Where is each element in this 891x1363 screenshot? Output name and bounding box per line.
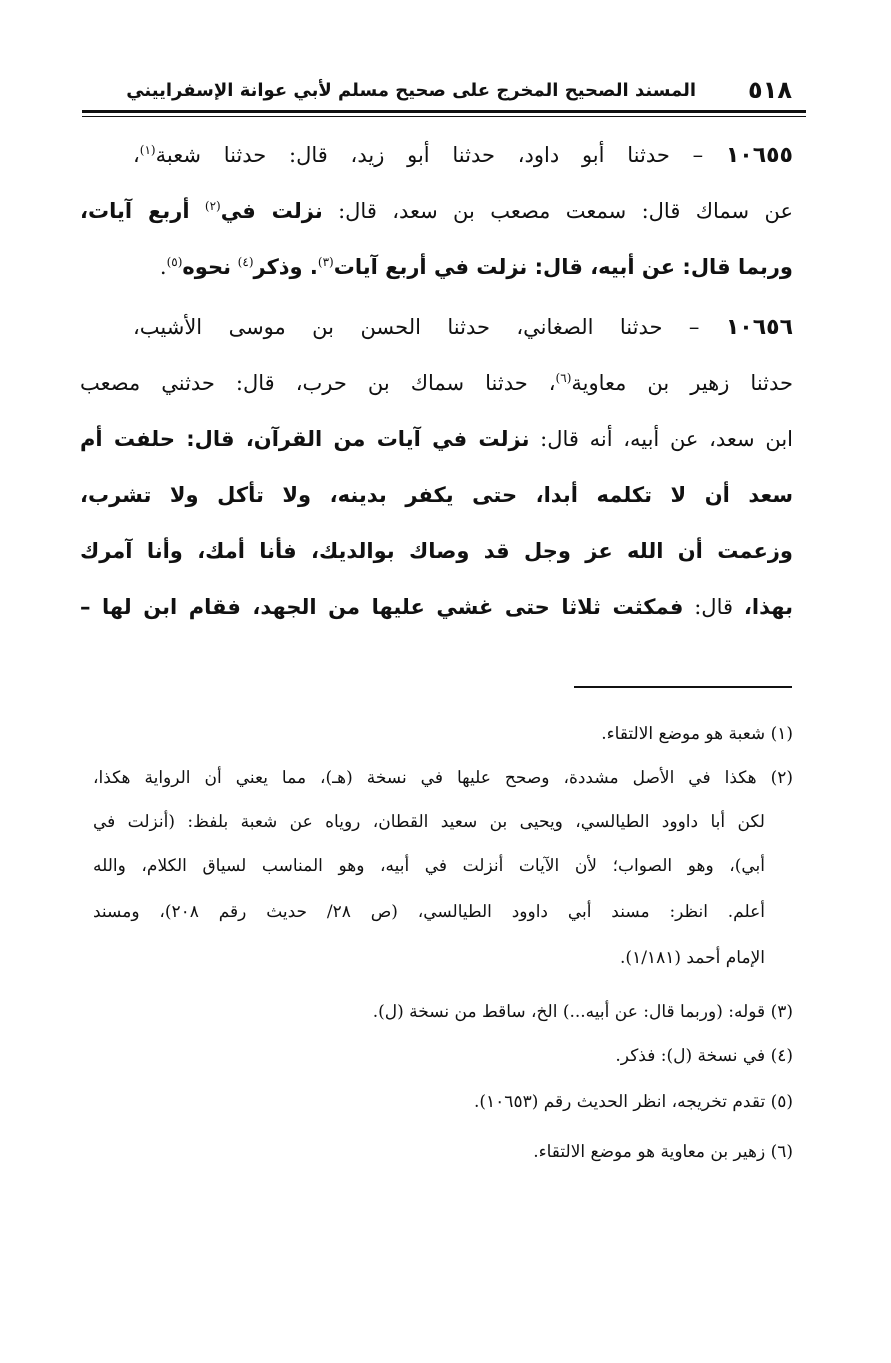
- text-segment: حدثنا زهير بن معاوية: [571, 371, 793, 395]
- matn-text: بهذا،: [743, 595, 793, 619]
- footnote-2-cont: لكن أبا داوود الطيالسي، ويحيى بن سعيد القطان، روياه عن شعبة بلفظ: (أنزلت في: [93, 812, 765, 832]
- text-segment: – حدثنا الصغاني، حدثنا الحسن بن موسى الأشيب،: [133, 315, 700, 339]
- matn-text: نزلت في آيات من القرآن، قال: حلفت أم: [80, 427, 530, 451]
- header-rule-thin: [82, 116, 806, 117]
- hadith-number: ١٠٦٥٥: [725, 143, 793, 168]
- header-rule-thick: [82, 110, 806, 113]
- text-segment: عن سماك قال: سمعت مصعب بن سعد، قال:: [338, 199, 793, 223]
- text-segment: ابن سعد، عن أبيه، أنه قال:: [540, 427, 793, 451]
- hadith-10655-line-3: [80, 240, 793, 294]
- footnote-6: (٦) زهير بن معاوية هو موضع الالتقاء.: [533, 1142, 793, 1162]
- text-segment: ،: [133, 143, 140, 167]
- footnote-separator: [574, 686, 792, 688]
- footnote-ref: (٥): [166, 255, 183, 269]
- footnote-ref: (٣): [317, 255, 334, 269]
- matn-text: وربما قال: عن أبيه، قال: نزلت في أربع آيات: [333, 255, 793, 279]
- matn-text: . وذكر: [253, 255, 318, 279]
- running-title: المسند الصحيح المخرج على صحيح مسلم لأبي عوانة الإسفراييني: [126, 80, 696, 101]
- footnote-3: (٣) قوله: (وربما قال: عن أبيه...) الخ، ساقط من نسخة (ل).: [372, 1002, 793, 1022]
- page-header: [90, 74, 804, 108]
- page-number: ٥١٨: [748, 76, 792, 104]
- footnote-ref: (٤): [237, 255, 254, 269]
- matn-text: وزعمت أن الله عز وجل قد وصاك بوالديك، فأنا أمك، وأنا آمرك: [80, 539, 793, 563]
- footnote-2-cont: أبي)، وهو الصواب؛ لأن الآيات أنزلت في أبيه، وهو المناسب لسياق الكلام، والله: [93, 856, 765, 876]
- text-segment: ، حدثنا سماك بن حرب، قال: حدثني مصعب: [80, 371, 556, 395]
- hadith-10655-line-2: [80, 184, 793, 238]
- text-segment: قال:: [694, 595, 734, 619]
- matn-text: فمكثت ثلاثا حتى غشي عليها من الجهد، فقام ابن لها –: [80, 595, 684, 619]
- matn-text: نزلت في: [220, 199, 323, 223]
- footnote-2-cont: الإمام أحمد (١/١٨١).: [620, 948, 765, 968]
- footnote-ref: (١): [139, 143, 156, 157]
- matn-text: سعد أن لا تكلمه أبدا، حتى يكفر بدينه، ولا تأكل ولا تشرب،: [80, 483, 793, 507]
- footnote-ref: (٢): [204, 199, 221, 213]
- text-segment: – حدثنا أبو داود، حدثنا أبو زيد، قال: حدثنا شعبة: [155, 143, 704, 167]
- hadith-number: ١٠٦٥٦: [725, 315, 793, 340]
- hadith-10656-line-4: [80, 468, 793, 522]
- footnote-ref: (٦): [555, 371, 572, 385]
- hadith-10656-line-5: [80, 524, 793, 578]
- matn-text: نحوه: [182, 255, 231, 279]
- footnote-2: (٢) هكذا في الأصل مشددة، وصحح عليها في نسخة (هـ)، مما يعني أن الرواية هكذا،: [93, 768, 793, 788]
- hadith-10656-line-1: [133, 300, 793, 354]
- hadith-10656-line-6: [80, 580, 793, 634]
- footnote-4: (٤) في نسخة (ل): فذكر.: [615, 1046, 793, 1066]
- hadith-10655-line-1: [133, 128, 793, 182]
- matn-text: أربع آيات،: [80, 199, 190, 223]
- footnote-1: (١) شعبة هو موضع الالتقاء.: [601, 724, 793, 744]
- text-segment: .: [159, 255, 167, 279]
- hadith-10656-line-2: [80, 356, 793, 410]
- footnote-5: (٥) تقدم تخريجه، انظر الحديث رقم (١٠٦٥٣).: [474, 1092, 793, 1112]
- hadith-10656-line-3: [80, 412, 793, 466]
- footnote-2-cont: أعلم. انظر: مسند أبي داوود الطيالسي، (ص ٢٨/ حديث رقم ٢٠٨)، ومسند: [93, 902, 765, 922]
